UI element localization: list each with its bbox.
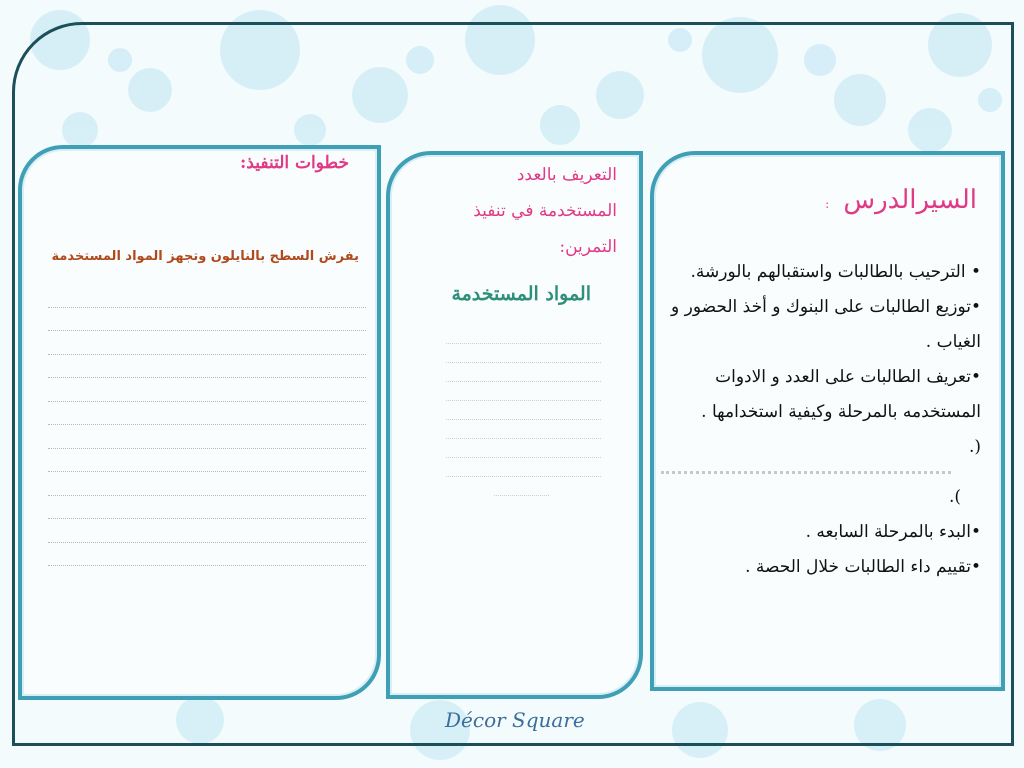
dotted-line bbox=[48, 284, 366, 308]
dotted-line bbox=[48, 402, 366, 426]
dotted-line bbox=[48, 425, 366, 449]
lesson-flow-title bbox=[825, 185, 977, 215]
list-item: •توزيع الطالبات على البنوك و أخذ الحضور و الغياب . bbox=[671, 297, 981, 352]
dotted-line bbox=[48, 543, 366, 567]
dotted-line bbox=[446, 439, 601, 458]
tools-title: التعريف بالعدد المستخدمة في تنفيذ التمرين: bbox=[473, 165, 617, 257]
list-item-text: (. bbox=[968, 437, 981, 457]
dotted-line bbox=[446, 420, 601, 439]
list-item-text: ). bbox=[948, 487, 961, 507]
title-colon: : bbox=[825, 197, 830, 211]
list-item: •البدء بالمرحلة السابعه . bbox=[805, 522, 981, 542]
brand-footer: Décor Square bbox=[445, 708, 585, 732]
dotted-line bbox=[446, 382, 601, 401]
dotted-line bbox=[446, 401, 601, 420]
lesson-flow-title-text: السيرالدرس bbox=[843, 185, 977, 215]
steps-panel bbox=[18, 145, 381, 700]
dotted-line bbox=[48, 449, 366, 473]
dotted-line bbox=[48, 519, 366, 543]
dotted-line bbox=[494, 477, 549, 496]
list-item bbox=[671, 480, 981, 515]
dotted-line bbox=[48, 496, 366, 520]
dotted-line bbox=[48, 308, 366, 332]
dotted-line bbox=[446, 344, 601, 363]
steps-title: خطوات التنفيذ: bbox=[240, 153, 349, 173]
list-item: •تعريف الطالبات على العدد و الادوات المستخدمه بالمرحلة وكيفية استخدامها . bbox=[701, 367, 981, 422]
lesson-steps-list bbox=[671, 255, 981, 585]
materials-lines bbox=[446, 325, 601, 496]
dotted-line bbox=[446, 458, 601, 477]
dotted-line bbox=[48, 378, 366, 402]
dotted-line bbox=[48, 355, 366, 379]
materials-subtitle: المواد المستخدمة bbox=[451, 283, 591, 305]
dotted-line bbox=[48, 331, 366, 355]
lesson-flow-panel bbox=[650, 151, 1005, 691]
tools-panel bbox=[386, 151, 643, 699]
dotted-line bbox=[446, 363, 601, 382]
list-item bbox=[671, 430, 981, 465]
list-item: • الترحيب بالطالبات واستقبالهم بالورشة. bbox=[690, 262, 981, 282]
steps-lines bbox=[48, 284, 366, 566]
dotted-line bbox=[661, 465, 951, 474]
dotted-line bbox=[48, 472, 366, 496]
list-item: •تقييم داء الطالبات خلال الحصة . bbox=[745, 557, 981, 577]
dotted-line bbox=[446, 325, 601, 344]
step-text: يفرش السطح بالنايلون وتجهز المواد المستخدمة bbox=[51, 249, 359, 264]
